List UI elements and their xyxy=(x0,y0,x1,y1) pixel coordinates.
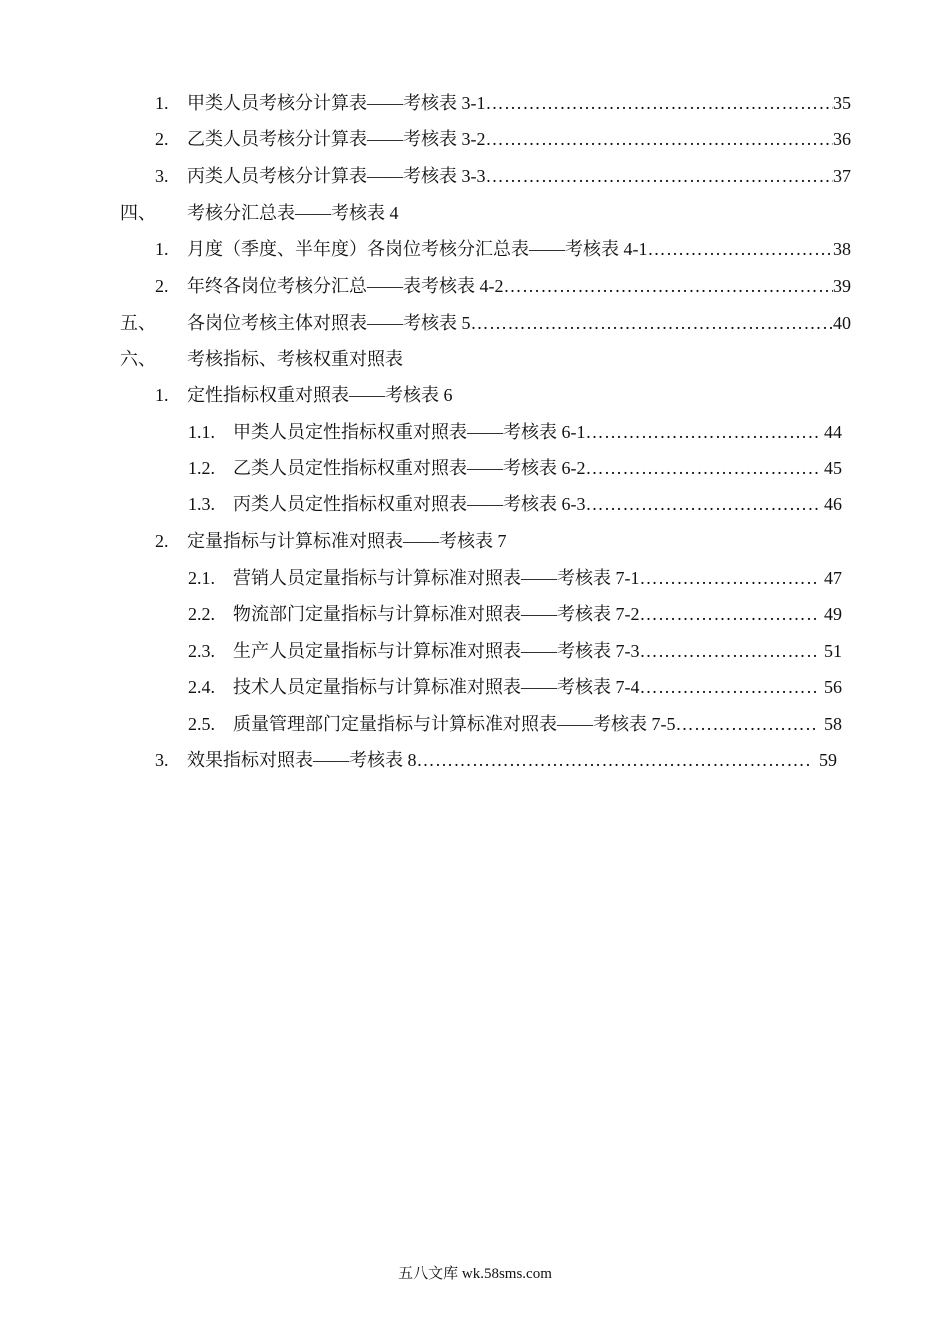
dot-leader xyxy=(586,417,819,447)
toc-entry[interactable] xyxy=(188,453,842,483)
toc-page-number: 39 xyxy=(833,276,851,296)
dot-leader xyxy=(586,489,819,519)
toc-entry[interactable] xyxy=(188,417,842,447)
toc-entry[interactable] xyxy=(188,563,842,593)
toc-entry[interactable] xyxy=(155,161,851,191)
toc-page-number: 40 xyxy=(833,313,851,333)
dot-leader xyxy=(471,308,834,338)
toc-title: 甲类人员定性指标权重对照表——考核表 6-1 xyxy=(233,422,586,442)
toc-title: 月度（季度、半年度）各岗位考核分汇总表——考核表 4-1 xyxy=(187,239,648,259)
toc-number: 3. xyxy=(155,750,169,770)
toc-page-number: 58 xyxy=(824,714,842,734)
toc-number: 2.3. xyxy=(188,641,215,661)
toc-number: 2.5. xyxy=(188,714,215,734)
toc-entry[interactable] xyxy=(120,198,851,228)
toc-title: 效果指标对照表——考核表 8 xyxy=(187,750,417,770)
toc-number: 2. xyxy=(155,276,169,296)
toc-number: 2. xyxy=(155,531,169,551)
dot-leader xyxy=(640,636,819,666)
dot-leader xyxy=(640,599,819,629)
toc-entry[interactable] xyxy=(188,489,842,519)
page-footer: 五八文库 wk.58sms.com xyxy=(398,1266,552,1282)
toc-page-number: 56 xyxy=(824,677,842,697)
toc-page-number: 37 xyxy=(833,166,851,186)
toc-entry[interactable] xyxy=(155,271,851,301)
toc-page-number: 44 xyxy=(824,422,842,442)
toc-entry[interactable] xyxy=(155,745,837,775)
toc-number: 2.1. xyxy=(188,568,215,588)
toc-title: 物流部门定量指标与计算标准对照表——考核表 7-2 xyxy=(233,604,640,624)
toc-entry[interactable] xyxy=(155,88,851,118)
dot-leader xyxy=(486,88,834,118)
toc-title: 生产人员定量指标与计算标准对照表——考核表 7-3 xyxy=(233,641,640,661)
toc-page-number: 49 xyxy=(824,604,842,624)
toc-number: 五、 xyxy=(120,313,156,333)
toc-entry[interactable] xyxy=(155,234,851,264)
toc-entry[interactable] xyxy=(188,672,842,702)
toc-page-number: 51 xyxy=(824,641,842,661)
toc-entry[interactable] xyxy=(155,380,851,410)
toc-title: 考核分汇总表——考核表 4 xyxy=(187,203,399,223)
toc-number: 四、 xyxy=(120,203,156,223)
toc-entry[interactable] xyxy=(155,526,851,556)
toc-title: 甲类人员考核分计算表——考核表 3-1 xyxy=(187,93,486,113)
toc-title: 乙类人员考核分计算表——考核表 3-2 xyxy=(187,129,486,149)
toc-page-number: 38 xyxy=(833,239,851,259)
toc-page-number: 45 xyxy=(824,458,842,478)
toc-entry[interactable] xyxy=(155,124,851,154)
dot-leader xyxy=(486,161,834,191)
toc-number: 2.4. xyxy=(188,677,215,697)
toc-title: 各岗位考核主体对照表——考核表 5 xyxy=(187,313,471,333)
toc-title: 技术人员定量指标与计算标准对照表——考核表 7-4 xyxy=(233,677,640,697)
dot-leader xyxy=(586,453,819,483)
toc-title: 质量管理部门定量指标与计算标准对照表——考核表 7-5 xyxy=(233,714,676,734)
toc-title: 考核指标、考核权重对照表 xyxy=(187,349,403,369)
toc-page-number: 46 xyxy=(824,494,842,514)
toc-number: 1. xyxy=(155,93,169,113)
toc-entry[interactable] xyxy=(188,709,842,739)
toc-number: 1. xyxy=(155,239,169,259)
toc-page-number: 36 xyxy=(833,129,851,149)
toc-entry[interactable] xyxy=(188,599,842,629)
toc-title: 定量指标与计算标准对照表——考核表 7 xyxy=(187,531,507,551)
toc-number: 1.2. xyxy=(188,458,215,478)
toc-entry[interactable] xyxy=(120,344,851,374)
toc-title: 丙类人员考核分计算表——考核表 3-3 xyxy=(187,166,486,186)
dot-leader xyxy=(640,672,819,702)
toc-entry[interactable] xyxy=(188,636,842,666)
toc-title: 定性指标权重对照表——考核表 6 xyxy=(187,385,453,405)
toc-page-number: 47 xyxy=(824,568,842,588)
dot-leader xyxy=(676,709,819,739)
dot-leader xyxy=(504,271,834,301)
toc-entry[interactable] xyxy=(120,308,851,338)
toc-number: 2.2. xyxy=(188,604,215,624)
toc-number: 1.3. xyxy=(188,494,215,514)
toc-page-number: 59 xyxy=(819,750,837,770)
dot-leader xyxy=(648,234,834,264)
toc-title: 营销人员定量指标与计算标准对照表——考核表 7-1 xyxy=(233,568,640,588)
toc-number: 六、 xyxy=(120,349,156,369)
dot-leader xyxy=(640,563,819,593)
toc-title: 丙类人员定性指标权重对照表——考核表 6-3 xyxy=(233,494,586,514)
toc-page-number: 35 xyxy=(833,93,851,113)
dot-leader xyxy=(417,745,814,775)
toc-number: 1. xyxy=(155,385,169,405)
toc-number: 2. xyxy=(155,129,169,149)
dot-leader xyxy=(486,124,834,154)
toc-title: 年终各岗位考核分汇总——表考核表 4-2 xyxy=(187,276,504,296)
toc-number: 1.1. xyxy=(188,422,215,442)
toc-number: 3. xyxy=(155,166,169,186)
toc-title: 乙类人员定性指标权重对照表——考核表 6-2 xyxy=(233,458,586,478)
